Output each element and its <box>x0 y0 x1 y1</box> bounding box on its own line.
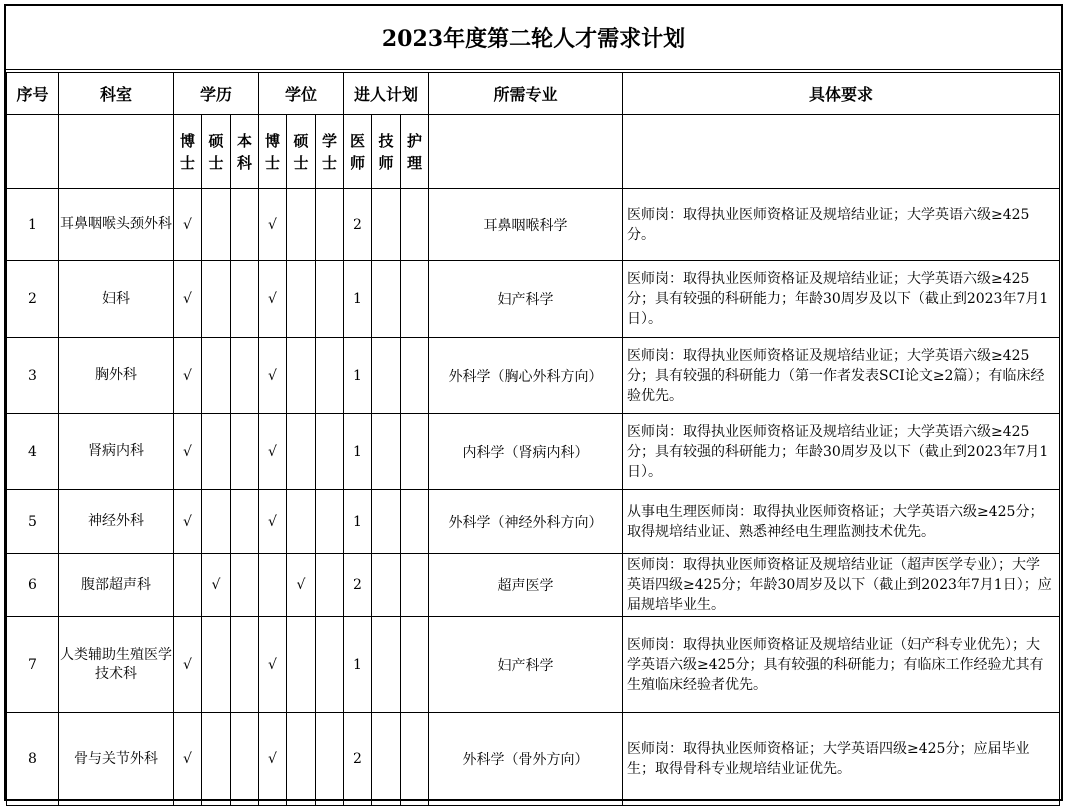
edu-master-cell <box>202 617 231 713</box>
edu-master-cell <box>202 713 231 806</box>
deg-phd-cell: √ <box>259 490 287 554</box>
deg-master-cell <box>287 414 316 490</box>
dept-cell: 骨与关节外科 <box>59 713 174 806</box>
deg-bachelor-cell <box>316 617 344 713</box>
edu-master-cell <box>202 490 231 554</box>
seq-cell: 3 <box>7 338 59 414</box>
dept-cell: 肾病内科 <box>59 414 174 490</box>
subheader-edu-phd: 博士 <box>174 115 202 189</box>
deg-bachelor-cell <box>316 713 344 806</box>
table-row <box>7 261 1060 338</box>
subheader-deg-bachelor: 学士 <box>316 115 344 189</box>
deg-phd-cell <box>259 554 287 617</box>
seq-cell: 2 <box>7 261 59 338</box>
major-cell: 超声医学 <box>429 554 623 617</box>
subheader-empty <box>429 115 623 189</box>
plan-tech-cell <box>372 713 401 806</box>
major-cell: 耳鼻咽喉科学 <box>429 189 623 261</box>
plan-doctor-cell: 2 <box>344 713 372 806</box>
requirements-cell: 医师岗：取得执业医师资格证及规培结业证（妇产科专业优先）；大学英语六级≥425分；具有较强的科研能力；有临床工作经验尤其有生殖临床经验者优先。 <box>623 617 1060 713</box>
dept-cell: 耳鼻咽喉头颈外科 <box>59 189 174 261</box>
plan-doctor-cell: 2 <box>344 189 372 261</box>
seq-cell: 4 <box>7 414 59 490</box>
major-cell: 妇产科学 <box>429 617 623 713</box>
requirements-cell: 医师岗：取得执业医师资格证及规培结业证；大学英语六级≥425分；具有较强的科研能力（第一作者发表SCI论文≥2篇）；有临床经验优先。 <box>623 338 1060 414</box>
requirements-cell: 医师岗：取得执业医师资格证及规培结业证（超声医学专业）；大学英语四级≥425分；年龄30周岁及以下（截止到2023年7月1日）；应届规培毕业生。 <box>623 554 1060 617</box>
plan-doctor-cell: 1 <box>344 490 372 554</box>
seq-cell: 5 <box>7 490 59 554</box>
dept-cell: 腹部超声科 <box>59 554 174 617</box>
deg-bachelor-cell <box>316 261 344 338</box>
major-cell: 外科学（胸心外科方向） <box>429 338 623 414</box>
dept-cell: 人类辅助生殖医学技术科 <box>59 617 174 713</box>
deg-master-cell <box>287 189 316 261</box>
edu-phd-cell: √ <box>174 189 202 261</box>
table-row <box>7 490 1060 554</box>
edu-phd-cell: √ <box>174 414 202 490</box>
deg-master-cell <box>287 713 316 806</box>
subheader-deg-master: 硕士 <box>287 115 316 189</box>
edu-bachelor-cell <box>231 414 259 490</box>
seq-cell: 1 <box>7 189 59 261</box>
plan-tech-cell <box>372 414 401 490</box>
subheader-plan-nurse: 护理 <box>401 115 429 189</box>
edu-master-cell <box>202 338 231 414</box>
edu-bachelor-cell <box>231 338 259 414</box>
deg-master-cell <box>287 338 316 414</box>
table-row <box>7 189 1060 261</box>
edu-phd-cell <box>174 554 202 617</box>
requirements-cell: 医师岗：取得执业医师资格证及规培结业证；大学英语六级≥425分；具有较强的科研能力；年龄30周岁及以下（截止到2023年7月1日）。 <box>623 261 1060 338</box>
plan-nurse-cell <box>401 338 429 414</box>
edu-bachelor-cell <box>231 261 259 338</box>
dept-cell: 胸外科 <box>59 338 174 414</box>
header-education: 学历 <box>174 73 259 115</box>
table-row <box>7 338 1060 414</box>
plan-doctor-cell: 1 <box>344 617 372 713</box>
seq-cell: 6 <box>7 554 59 617</box>
seq-cell: 7 <box>7 617 59 713</box>
plan-tech-cell <box>372 189 401 261</box>
deg-bachelor-cell <box>316 490 344 554</box>
edu-bachelor-cell <box>231 490 259 554</box>
header-plan: 进人计划 <box>344 73 429 115</box>
subheader-empty <box>59 115 174 189</box>
edu-bachelor-cell <box>231 554 259 617</box>
page-title: 2023年度第二轮人才需求计划 <box>6 6 1061 70</box>
deg-master-cell <box>287 490 316 554</box>
plan-nurse-cell <box>401 189 429 261</box>
edu-phd-cell: √ <box>174 338 202 414</box>
requirements-cell: 医师岗：取得执业医师资格证及规培结业证；大学英语六级≥425分。 <box>623 189 1060 261</box>
header-requirements: 具体要求 <box>623 73 1060 115</box>
plan-tech-cell <box>372 554 401 617</box>
table-row <box>7 414 1060 490</box>
subheader-plan-doctor: 医师 <box>344 115 372 189</box>
plan-nurse-cell <box>401 713 429 806</box>
edu-bachelor-cell <box>231 713 259 806</box>
deg-phd-cell: √ <box>259 338 287 414</box>
subheader-edu-bachelor: 本科 <box>231 115 259 189</box>
plan-tech-cell <box>372 490 401 554</box>
table-row <box>7 554 1060 617</box>
plan-doctor-cell: 1 <box>344 338 372 414</box>
requirements-cell: 医师岗：取得执业医师资格证及规培结业证；大学英语六级≥425分；具有较强的科研能力；年龄30周岁及以下（截止到2023年7月1日）。 <box>623 414 1060 490</box>
plan-doctor-cell: 2 <box>344 554 372 617</box>
edu-master-cell <box>202 189 231 261</box>
requirements-cell: 医师岗：取得执业医师资格证；大学英语四级≥425分；应届毕业生；取得骨科专业规培结业证优先。 <box>623 713 1060 806</box>
subheader-edu-master: 硕士 <box>202 115 231 189</box>
plan-tech-cell <box>372 338 401 414</box>
deg-phd-cell: √ <box>259 414 287 490</box>
requirements-cell: 从事电生理医师岗：取得执业医师资格证；大学英语六级≥425分；取得规培结业证、熟悉神经电生理监测技术优先。 <box>623 490 1060 554</box>
deg-bachelor-cell <box>316 554 344 617</box>
recruitment-plan-sheet <box>4 4 1063 801</box>
deg-bachelor-cell <box>316 338 344 414</box>
edu-bachelor-cell <box>231 189 259 261</box>
deg-master-cell: √ <box>287 554 316 617</box>
deg-bachelor-cell <box>316 189 344 261</box>
deg-master-cell <box>287 617 316 713</box>
edu-master-cell <box>202 261 231 338</box>
dept-cell: 神经外科 <box>59 490 174 554</box>
edu-phd-cell: √ <box>174 713 202 806</box>
edu-master-cell <box>202 414 231 490</box>
edu-master-cell: √ <box>202 554 231 617</box>
deg-phd-cell: √ <box>259 189 287 261</box>
header-degree: 学位 <box>259 73 344 115</box>
subheader-empty <box>623 115 1060 189</box>
subheader-plan-tech: 技师 <box>372 115 401 189</box>
plan-tech-cell <box>372 617 401 713</box>
edu-bachelor-cell <box>231 617 259 713</box>
plan-nurse-cell <box>401 554 429 617</box>
major-cell: 外科学（骨外方向） <box>429 713 623 806</box>
deg-phd-cell: √ <box>259 617 287 713</box>
plan-nurse-cell <box>401 261 429 338</box>
plan-doctor-cell: 1 <box>344 261 372 338</box>
subheader-empty <box>7 115 59 189</box>
major-cell: 外科学（神经外科方向） <box>429 490 623 554</box>
major-cell: 妇产科学 <box>429 261 623 338</box>
subheader-deg-phd: 博士 <box>259 115 287 189</box>
plan-tech-cell <box>372 261 401 338</box>
edu-phd-cell: √ <box>174 617 202 713</box>
dept-cell: 妇科 <box>59 261 174 338</box>
seq-cell: 8 <box>7 713 59 806</box>
plan-nurse-cell <box>401 617 429 713</box>
table-row <box>7 617 1060 713</box>
deg-bachelor-cell <box>316 414 344 490</box>
edu-phd-cell: √ <box>174 490 202 554</box>
deg-phd-cell: √ <box>259 713 287 806</box>
edu-phd-cell: √ <box>174 261 202 338</box>
header-seq: 序号 <box>7 73 59 115</box>
deg-phd-cell: √ <box>259 261 287 338</box>
plan-nurse-cell <box>401 490 429 554</box>
header-major: 所需专业 <box>429 73 623 115</box>
table-row <box>7 713 1060 806</box>
plan-doctor-cell: 1 <box>344 414 372 490</box>
deg-master-cell <box>287 261 316 338</box>
plan-table <box>6 72 1060 806</box>
major-cell: 内科学（肾病内科） <box>429 414 623 490</box>
plan-nurse-cell <box>401 414 429 490</box>
header-dept: 科室 <box>59 73 174 115</box>
